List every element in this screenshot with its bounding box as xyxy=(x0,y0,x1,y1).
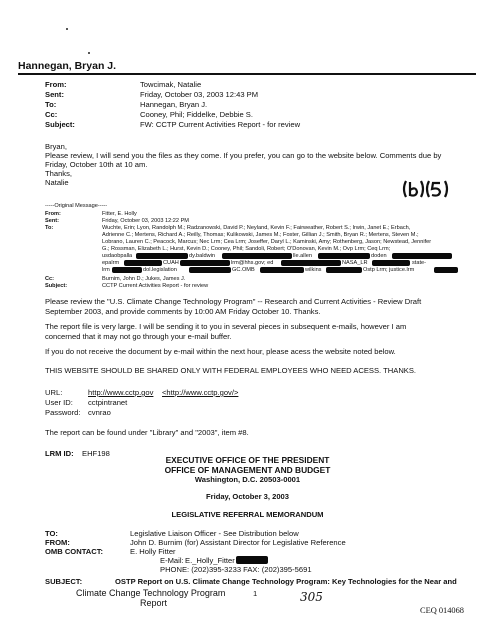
url-label: URL: xyxy=(45,388,63,397)
memo-from-value: John D. Burnim (for) Assistant Director for Legislative Reference xyxy=(130,538,346,547)
recipient-fragment: wilkins xyxy=(305,267,322,273)
original-message-divider: -----Original Message----- xyxy=(45,203,108,209)
redaction-bar xyxy=(136,253,188,259)
memo-subject-line: OSTP Report on U.S. Climate Change Technology Program: Key Technologies for the Near and xyxy=(115,577,457,586)
orig-from-value: Fitter, E. Holly xyxy=(102,211,137,217)
redaction-bar xyxy=(189,267,231,273)
userid-value: cctpintranet xyxy=(88,398,128,407)
memo-office-1: EXECUTIVE OFFICE OF THE PRESIDENT xyxy=(165,455,330,465)
handwritten-exemption-mark xyxy=(402,178,460,200)
recipient-fragment: lrm xyxy=(102,267,110,273)
handwritten-page-number: 305 xyxy=(300,590,323,604)
redaction-bar xyxy=(281,260,341,266)
message-line: Friday, October 10th at 10 am. xyxy=(45,160,148,169)
recipient-fragment: GC.OMB xyxy=(232,267,255,273)
memo-to-value: Legislative Liaison Officer - See Distribution below xyxy=(130,529,299,538)
cctp-link-angle[interactable]: <http://www.cctp.gov/> xyxy=(162,388,239,397)
cc-value: Cooney, Phil; Fiddelke, Debbie S. xyxy=(140,110,253,119)
message-line: Please review, I will send you the files as they come. If you prefer, you can go to the website below. Comments due by xyxy=(45,151,442,160)
redaction-bar xyxy=(236,556,268,564)
memo-subject-line: Climate Change Technology Program xyxy=(76,588,226,598)
redaction-bar xyxy=(260,267,304,273)
sent-value: Friday, October 03, 2003 12:43 PM xyxy=(140,90,259,99)
message-thanks: Thanks, xyxy=(45,169,73,178)
cctp-link[interactable]: http://www.cctp.gov xyxy=(88,388,154,397)
body-paragraph: Please review the "U.S. Climate Change Technology Program" -- Research and Current Activities - Review Draft xyxy=(45,297,422,306)
memo-from-label: FROM: xyxy=(45,538,70,547)
redaction-bar xyxy=(434,267,458,273)
redaction-bar xyxy=(124,260,162,266)
bates-number: CEQ 014068 xyxy=(420,606,464,615)
recipient-fragment: lrm@hhs.gov; ed xyxy=(231,260,274,266)
body-paragraph: If you do not receive the document by e-mail within the next hour, please acess the website noted below. xyxy=(45,347,396,356)
password-label: Password: xyxy=(45,408,81,417)
recipient-fragment: state- xyxy=(412,260,426,266)
redaction-bar xyxy=(326,267,362,273)
orig-sent-label: Sent: xyxy=(45,218,59,224)
memo-subject-line: Report xyxy=(140,598,168,608)
email-value: E._Holly_Fitter xyxy=(185,556,235,565)
scan-speck xyxy=(66,28,68,30)
from-label: From: xyxy=(45,80,67,89)
orig-to-line: G.; Rossman, Elizabeth L.; Hurst, Kevin D.; Cooney, Phil; Sandoli, Robert; O'Donovan, Kevin M.; Ovp Lrm; Ceq Lrm; xyxy=(102,246,391,252)
omb-contact-value: E. Holly Fitter xyxy=(130,547,176,556)
to-label: To: xyxy=(45,100,57,109)
redaction-bar xyxy=(180,260,230,266)
userid-label: User ID: xyxy=(45,398,73,407)
phone-fax: PHONE: (202)395-3233 FAX: (202)395-5691 xyxy=(160,565,312,574)
memo-address: Washington, D.C. 20503-0001 xyxy=(194,475,301,484)
orig-sent-value: Friday, October 03, 2003 12:22 PM xyxy=(102,218,189,224)
recipient-fragment: lle.allen xyxy=(293,253,312,259)
recipient-fragment: epalrm xyxy=(102,260,120,266)
website-warning: THIS WEBSITE SHOULD BE SHARED ONLY WITH FEDERAL EMPLOYEES WHO NEED ACESS. THANKS. xyxy=(45,366,417,375)
orig-to-label: To: xyxy=(45,225,54,231)
recipient-fragment: dy.baldwin xyxy=(189,253,216,259)
recipient-fragment: NASA_LR xyxy=(342,260,368,266)
to-value: Hannegan, Bryan J. xyxy=(140,100,208,109)
memo-title: LEGISLATIVE REFERRAL MEMORANDUM xyxy=(171,510,324,519)
cc-label: Cc: xyxy=(45,110,58,119)
orig-to-line: Lobrano, Lauren C.; Peacock, Marcus; Nec Lrm; Cea Lrm; Joseffer, Daryl L.; Kaminski, Amy; Rothenberg, Jason; Newstead, Jennifer xyxy=(102,239,432,245)
report-location: The report can be found under "Library" and "2003", item #8. xyxy=(45,428,249,437)
lrm-id-value: EHF198 xyxy=(82,449,110,458)
omb-contact-label: OMB CONTACT: xyxy=(45,547,104,556)
subject-value: FW: CCTP Current Activities Report - for review xyxy=(140,120,301,129)
lrm-id-label: LRM ID: xyxy=(45,449,74,458)
redaction-bar xyxy=(112,267,142,273)
redaction-bar xyxy=(372,260,410,266)
recipient-fragment: dol.legislation xyxy=(143,267,177,273)
sent-label: Sent: xyxy=(45,90,64,99)
message-signature: Natalie xyxy=(45,178,69,187)
body-paragraph: September 2003, and provide comments by 10:00 AM Friday October 10. Thanks. xyxy=(45,307,321,316)
memo-subject-label: SUBJECT: xyxy=(45,577,83,586)
mailbox-owner-name: Hannegan, Bryan J. xyxy=(18,60,117,72)
message-salutation: Bryan, xyxy=(45,142,67,151)
orig-to-line: Adrienne C.; Mertens, Richard A.; Reilly, Thomas; Kulikowski, James M.; Foster, Gillian J.; Smith, Bryan R.; Mertens, Steven M.; xyxy=(102,232,419,238)
orig-cc-label: Cc: xyxy=(45,276,55,282)
recipient-fragment: usdaobpalla xyxy=(102,253,133,259)
scan-speck xyxy=(88,52,90,54)
from-value: Towcimak, Natalie xyxy=(140,80,202,89)
redaction-bar xyxy=(318,253,370,259)
body-paragraph: concerned that it may not go through your e-mail buffer. xyxy=(45,332,232,341)
recipient-fragment: Ostp Lrm; justice.lrm xyxy=(363,267,415,273)
subject-label: Subject: xyxy=(45,120,75,129)
header-rule xyxy=(18,73,476,75)
orig-subject-label: Subject: xyxy=(45,283,68,289)
recipient-fragment: doden xyxy=(371,253,387,259)
password-value: cvnrao xyxy=(88,408,111,417)
memo-office-2: OFFICE OF MANAGEMENT AND BUDGET xyxy=(164,465,331,475)
orig-from-label: From: xyxy=(45,211,61,217)
email-label: E-Mail: xyxy=(160,556,184,565)
body-paragraph: The report file is very large. I will be sending it to you in several pieces in subsequent e-mails, however I am xyxy=(45,322,407,331)
memo-to-label: TO: xyxy=(45,529,58,538)
orig-to-line: Wuchte, Erin; Lyon, Randolph M.; Radzanowski, David P.; Neyland, Kevin F.; Fairweather, Robert S.; Irwin, Janet E.; Erbach, xyxy=(102,225,411,231)
redaction-bar xyxy=(392,253,452,259)
recipient-fragment: CUAH xyxy=(163,260,179,266)
memo-date: Friday, October 3, 2003 xyxy=(205,492,289,501)
orig-subject-value: CCTP Current Activities Report - for review xyxy=(102,283,209,289)
page-number: 1 xyxy=(253,589,258,598)
orig-cc-value: Burnim, John D.; Jukes, James J. xyxy=(102,276,186,282)
redaction-bar xyxy=(222,253,292,259)
